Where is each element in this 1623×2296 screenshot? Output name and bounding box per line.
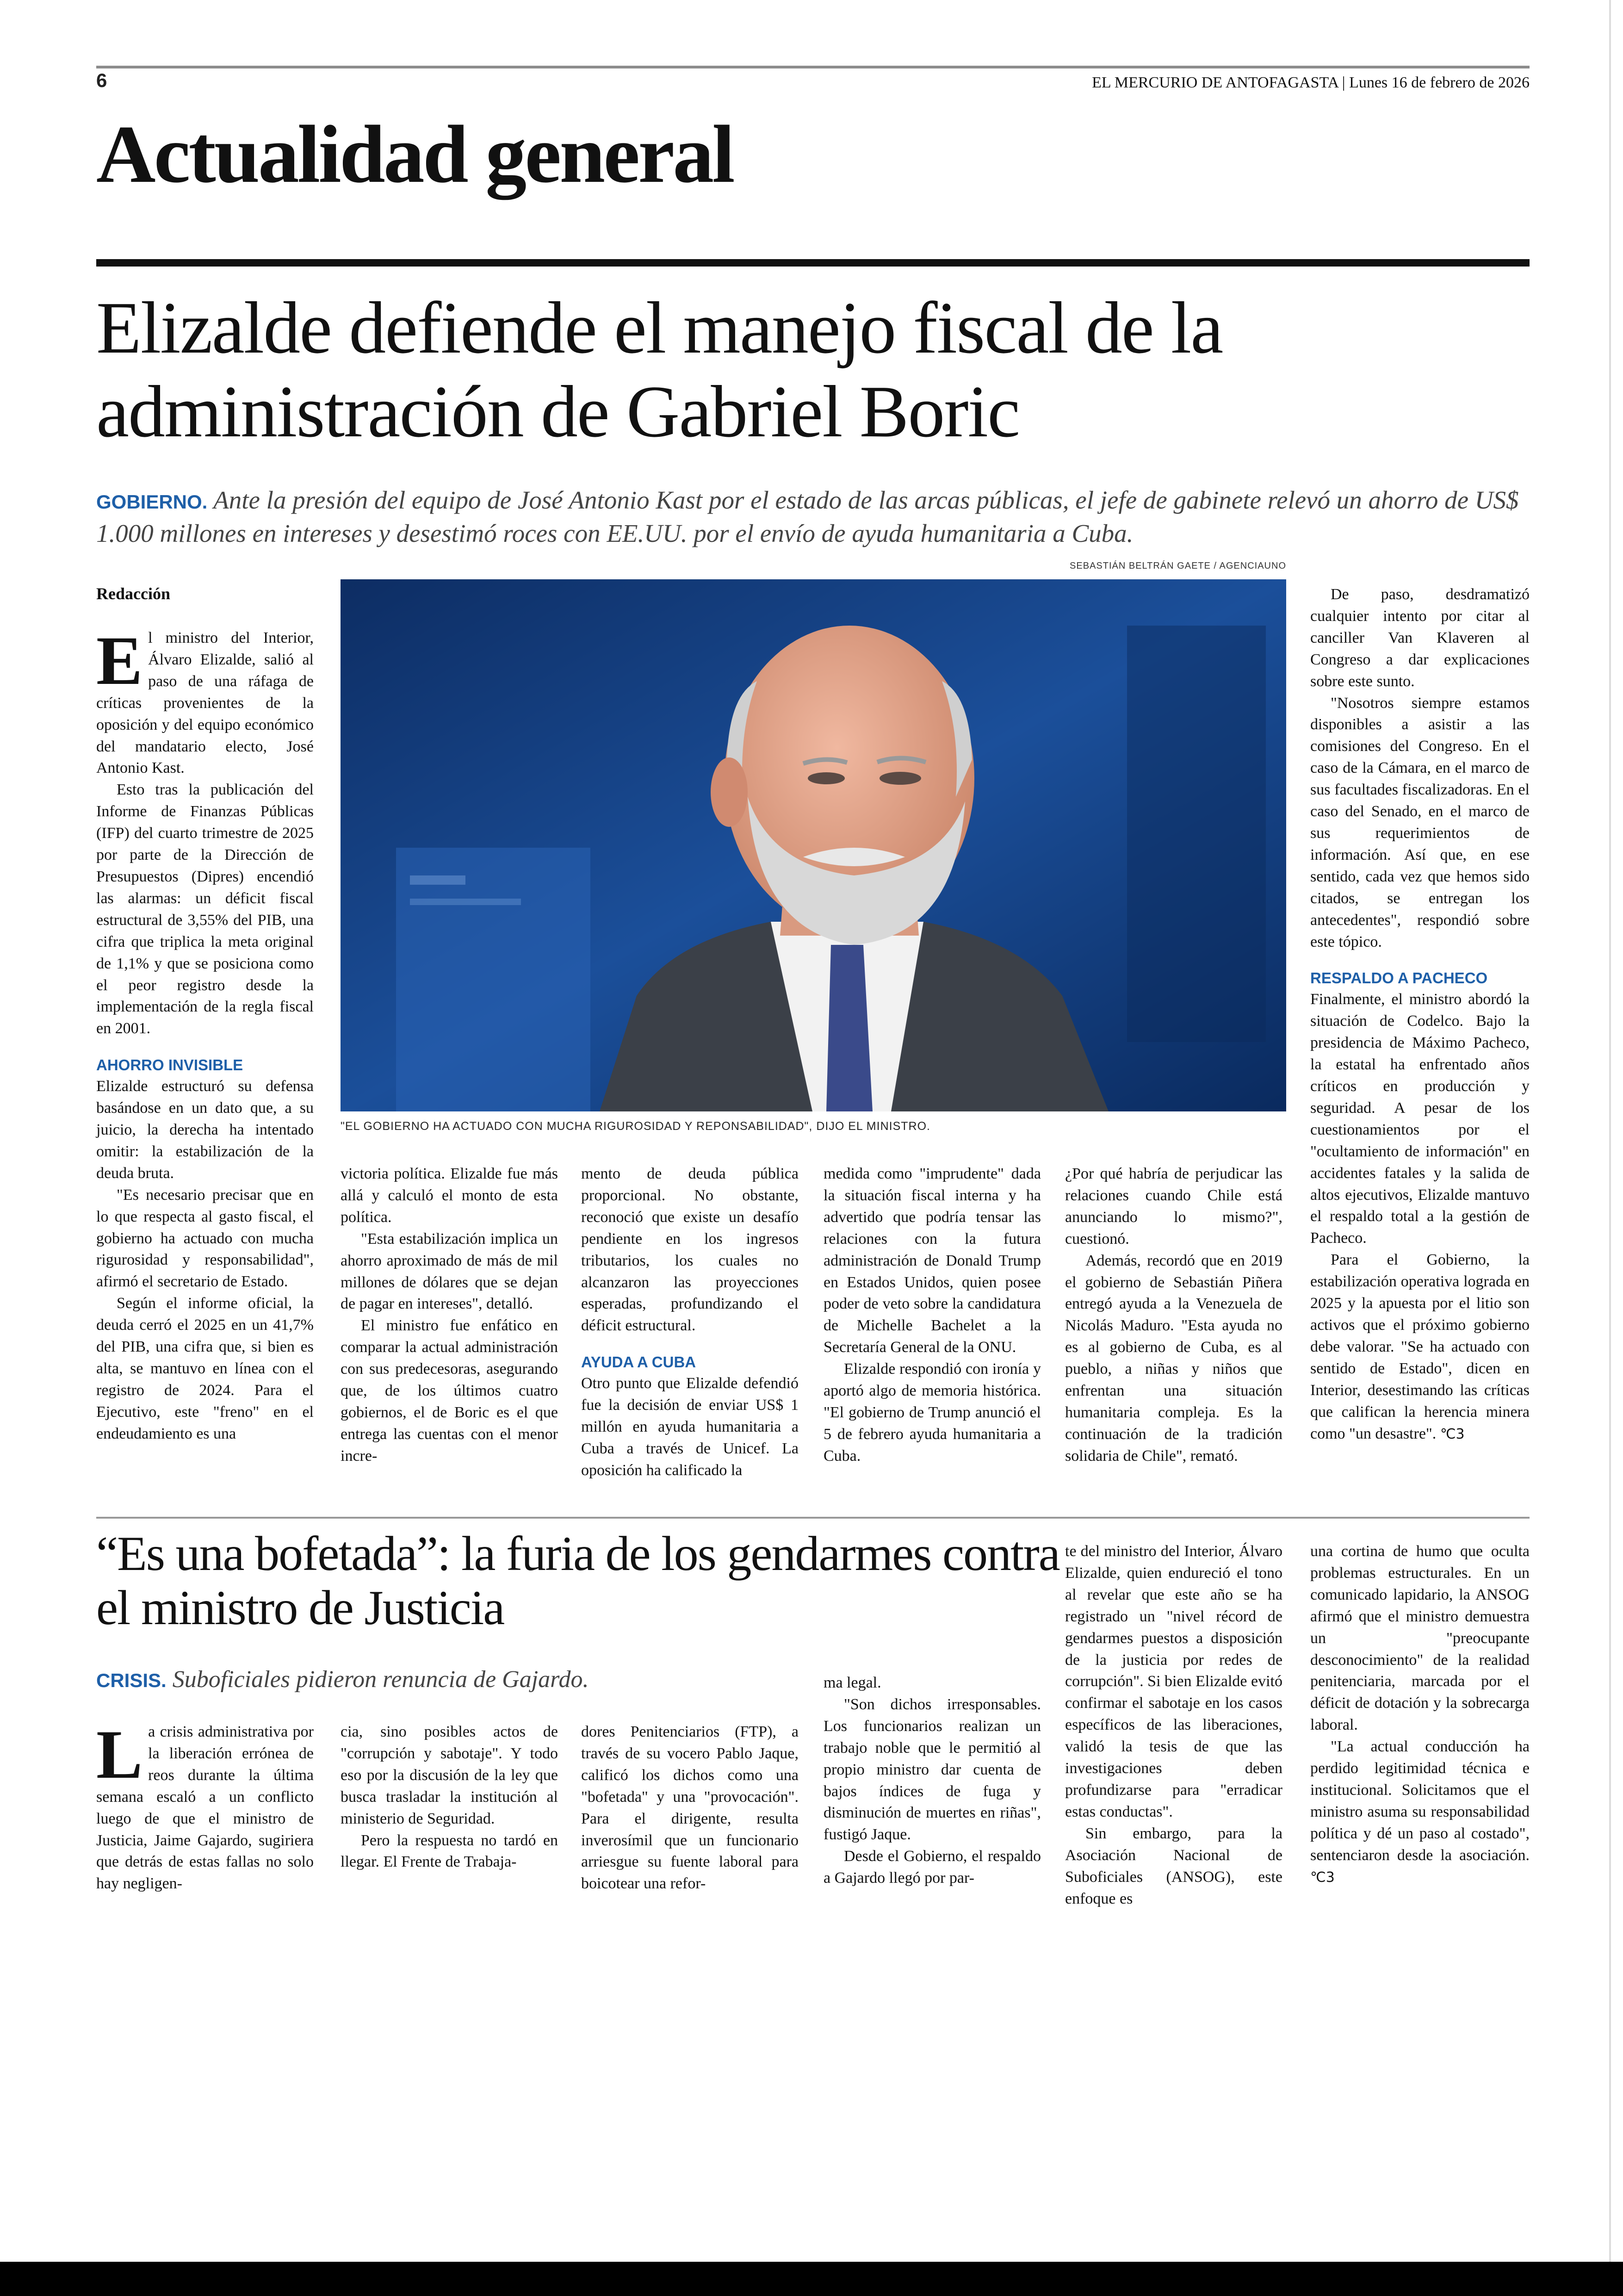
paragraph: "Es necesario precisar que en lo que respecta al gasto fiscal, el gobierno ha actuado con mucha rigurosidad y responsabilidad", afirmó el secretario de Estado. <box>96 1186 314 1291</box>
paragraph: dores Penitenciarios (FTP), a través de su vocero Pablo Jaque, calificó los dichos como una "bofetada" y una "provocación". Para el dirigente, resulta inverosímil que un funcionario arriesgue su fuente laboral para boicotear una refor- <box>581 1723 799 1893</box>
main-kicker: GOBIERNO. <box>96 491 208 513</box>
second-deck-text: Suboficiales pidieron renuncia de Gajardo. <box>172 1666 589 1693</box>
paragraph: Según el informe oficial, la deuda cerró el 2025 en un 41,7% del PIB, una cifra que, si bien es alta, se mantuvo en línea con el registro de 2024. Para el Ejecutivo, este "freno" en el endeudamiento es una <box>96 1295 314 1442</box>
bottom-bar <box>0 2262 1623 2296</box>
article-divider <box>96 1517 1530 1519</box>
paragraph: Elizalde estructuró su defensa basándose en un dato que, a su juicio, la derecha ha intentado omitir: la estabilización de la deuda bruta. <box>96 1078 314 1182</box>
paragraph: ¿Por qué habría de perjudicar las relaciones cuando Chile está anunciando lo mismo?", cuestionó. <box>1065 1165 1282 1247</box>
subhead-pacheco: RESPALDO A PACHECO <box>1310 969 1488 987</box>
paragraph: Elizalde respondió con ironía y aportó algo de memoria histórica. "El gobierno de Trump anunció el 5 de febrero ayuda humanitaria a Cuba. <box>824 1360 1041 1464</box>
masthead: EL MERCURIO DE ANTOFAGASTA | Lunes 16 de febrero de 2026 <box>1092 74 1530 91</box>
main-headline: Elizalde defiende el manejo fiscal de la administración de Gabriel Boric <box>96 286 1223 453</box>
paragraph: "Nosotros siempre estamos disponibles a asistir a las comisiones del Congreso. En el caso de la Cámara, en el marco de sus facultades fiscalizadoras. En el caso del Senado, en el marco de sus requerimientos de información. Así que, en ese sentido, cada vez que hemos sido citados, se entregan los antecedentes", respondió sobre este tópico. <box>1310 694 1530 950</box>
paragraph: Desde el Gobierno, el respaldo a Gajardo llegó por par- <box>824 1848 1041 1887</box>
end-mark-icon: ℃3 <box>1310 1869 1335 1886</box>
article2-col2 <box>341 1721 558 1873</box>
paragraph: Pero la respuesta no tardó en llegar. El Frente de Trabaja- <box>341 1831 558 1871</box>
article1-col1 <box>96 584 314 1445</box>
paragraph: De paso, desdramatizó cualquier intento por citar al canciller Van Klaveren al Congreso a dar explicaciones sobre este sunto. <box>1310 586 1530 690</box>
paragraph: victoria política. Elizalde fue más allá y calculó el monto de esta política. <box>341 1165 558 1226</box>
paragraph: El ministro fue enfático en comparar la actual administración con sus predecesoras, asegurando que, de los últimos cuatro gobiernos, el de Boric es el que entrega las cuentas con el menor incre- <box>341 1317 558 1464</box>
dropcap: E <box>96 622 143 699</box>
lead-paragraph: El ministro del Interior, Álvaro Elizalde, salió al paso de una ráfaga de críticas provenientes de la oposición y del equipo económico del mandatario electo, José Antonio Kast. <box>96 622 314 777</box>
paragraph: una cortina de humo que oculta problemas estructurales. En un comunicado lapidario, la ANSOG afirmó que el ministro demuestra un "preocupante desconocimiento" de la realidad penitenciaria, marcada por el déficit de dotación y la sobrecarga laboral. <box>1310 1543 1530 1734</box>
article1-col2 <box>341 1163 558 1467</box>
article2-col6 <box>1310 1541 1530 1888</box>
article1-col6 <box>1310 584 1530 1445</box>
article2-col5 <box>1065 1541 1282 1910</box>
second-headline: “Es una bofetada”: la furia de los gendarmes contra el ministro de Justicia <box>96 1527 1059 1635</box>
paragraph: te del ministro del Interior, Álvaro Elizalde, quien endureció el tono al revelar que este año se ha registrado un "nivel récord de gendarmes puestos a disposición de la justicia por redes de corrupción". Si bien Elizalde evitó confirmar el sabotaje en los casos específicos de las liberaciones, validó la tesis de que las investigaciones deben profundizarse para "erradicar estas conductas". <box>1065 1543 1282 1820</box>
end-mark-icon: ℃3 <box>1440 1426 1465 1442</box>
page-edge <box>1609 0 1611 2262</box>
paragraph-final: "La actual conducción ha perdido legitimidad técnica e institucional. Solicitamos que el ministro asuma su responsabilidad política y dé un paso al costado", sentenciaron desde la asociación. ℃3 <box>1310 1738 1530 1886</box>
paragraph: "Esta estabilización implica un ahorro aproximado de más de mil millones de dólares que se dejan de pagar en intereses", detalló. <box>341 1230 558 1313</box>
subhead-cuba: AYUDA A CUBA <box>581 1353 696 1371</box>
photo-caption: "EL GOBIERNO HA ACTUADO CON MUCHA RIGUROSIDAD Y REPONSABILIDAD", DIJO EL MINISTRO. <box>341 1120 930 1133</box>
paragraph: cia, sino posibles actos de "corrupción y sabotaje". Y todo eso por la discusión de la ley que busca trasladar la institución al ministerio de Seguridad. <box>341 1723 558 1827</box>
paragraph: mento de deuda pública proporcional. No obstante, reconoció que existe un desafío pendiente en los ingresos tributarios, los cuales no alcanzaron las proyecciones esperadas, profundizando el déficit estructural. <box>581 1165 799 1334</box>
article1-col4 <box>824 1163 1041 1467</box>
paragraph: medida como "imprudente" dada la situación fiscal interna y ha advertido que podría tensar las relaciones con la futura administración de Donald Trump en Estados Unidos, quien posee poder de veto sobre la candidatura de Michelle Bachelet a la Secretaría General de la ONU. <box>824 1165 1041 1356</box>
byline: Redacción <box>96 584 170 603</box>
second-kicker: CRISIS. <box>96 1669 167 1691</box>
article2-col1 <box>96 1716 314 1895</box>
minister-photo <box>341 579 1286 1111</box>
paragraph-final: Para el Gobierno, la estabilización operativa lograda en 2025 y la apuesta por el litio son activos que el próximo gobierno debe valorar. "Se ha actuado con sentido de Estado", dicen en Interior, desestimando las críticas que califican la herencia minera como "un desastre". ℃3 <box>1310 1251 1530 1442</box>
main-deck-text: Ante la presión del equipo de José Antonio Kast por el estado de las arcas públicas, el jefe de gabinete relevó un ahorro de US$ 1.000 millones en intereses y desestimó roces con EE.UU. por el envío de ayuda humanitaria a Cuba. <box>96 486 1519 547</box>
article2-col4 <box>824 1672 1041 1889</box>
paragraph: Otro punto que Elizalde defendió fue la decisión de enviar US$ 1 millón en ayuda humanitaria a Cuba a través de Unicef. La oposición ha calificado la <box>581 1375 799 1479</box>
article1-col5 <box>1065 1163 1282 1467</box>
section-rule <box>96 259 1530 267</box>
paragraph: ma legal. <box>824 1674 881 1691</box>
lead-paragraph: La crisis administrativa por la liberación errónea de reos durante la última semana escaló a un conflicto luego de que el ministro de Justicia, Jaime Gajardo, sugiriera que detrás de estas fallas no solo hay negligen- <box>96 1716 314 1893</box>
paragraph: Sin embargo, para la Asociación Nacional de Suboficiales (ANSOG), este enfoque es <box>1065 1824 1282 1907</box>
photo-credit: SEBASTIÁN BELTRÁN GAETE / AGENCIAUNO <box>1070 561 1286 571</box>
main-deck <box>96 484 1530 550</box>
top-rule <box>96 66 1530 68</box>
dropcap: L <box>96 1716 143 1793</box>
page-number: 6 <box>96 69 107 91</box>
paragraph: "Son dichos irresponsables. Los funcionarios realizan un trabajo noble que le permitió al propio ministro dar cuenta de bajos índices de fuga y disminución de muertes en riñas", fustigó Jaque. <box>824 1695 1041 1843</box>
article1-col3 <box>581 1163 799 1482</box>
section-title: Actualidad general <box>96 108 733 200</box>
minister-portrait-illustration <box>341 579 1286 1111</box>
paragraph: Finalmente, el ministro abordó la situación de Codelco. Bajo la presidencia de Máximo Pacheco, la estatal ha enfrentado años críticos en producción y seguridad. A pesar de los cuestionamientos por el "ocultamiento de información" en accidentes fatales y la salida de altos ejecutivos, Elizalde mantuvo el respaldo total a la gestión de Pacheco. <box>1310 991 1530 1247</box>
article2-col3 <box>581 1721 799 1895</box>
paragraph: Esto tras la publicación del Informe de Finanzas Públicas (IFP) del cuarto trimestre de 2025 por parte de la Dirección de Presupuestos (Dipres) encendió las alarmas: un déficit fiscal estructural de 3,55% del PIB, una cifra que triplica la meta original de 1,1% y que se posiciona como el peor registro desde la implementación de la regla fiscal en 2001. <box>96 781 314 1037</box>
subhead-ahorro: AHORRO INVISIBLE <box>96 1056 243 1074</box>
paragraph: Además, recordó que en 2019 el gobierno de Sebastián Piñera entregó ayuda a la Venezuela de Nicolás Maduro. "Esta ayuda no es al gobierno de Cuba, es al pueblo, a niñas y niños que enfrentan una situación humanitaria compleja. Es la continuación de la tradición solidaria de Chile", remató. <box>1065 1252 1282 1464</box>
